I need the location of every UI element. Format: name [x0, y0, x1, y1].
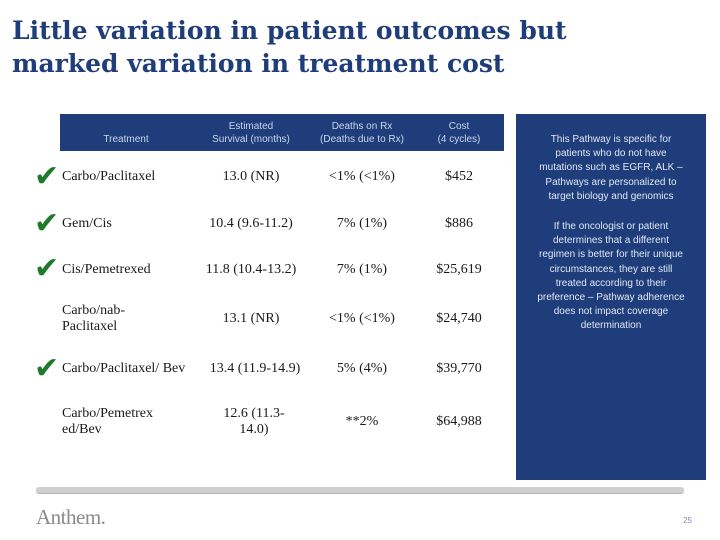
cell-deaths: **2%: [345, 414, 379, 429]
title-line-1: Little variation in patient outcomes but: [12, 16, 567, 45]
cell-survival: 10.4 (9.6-11.2): [209, 216, 293, 231]
cell-cost: $25,619: [436, 262, 482, 277]
header-deaths: Deaths on Rx (Deaths due to Rx): [320, 121, 404, 145]
cell-cost: $39,770: [436, 361, 482, 376]
cell-deaths: <1% (<1%): [329, 169, 395, 184]
table-row: [34, 248, 504, 292]
cell-treatment: Gem/Cis: [62, 216, 112, 231]
footer-divider: [36, 487, 684, 494]
table-row: [34, 346, 504, 392]
cell-survival: 11.8 (10.4-13.2): [205, 262, 297, 277]
cell-cost: $886: [445, 216, 473, 231]
cell-treatment: Carbo/Pemetrex ed/Bev: [62, 406, 153, 437]
checkmark-icon: ✔: [34, 206, 60, 241]
cell-survival: 13.1 (NR): [222, 311, 280, 326]
cell-deaths: 7% (1%): [336, 262, 388, 277]
cell-survival: 13.0 (NR): [222, 169, 280, 184]
header-survival: Estimated Survival (months): [212, 121, 290, 145]
cell-treatment: Cis/Pemetrexed: [62, 262, 151, 277]
cell-deaths: 5% (4%): [336, 361, 388, 376]
pathway-info-panel: [516, 114, 706, 480]
pathway-info-paragraph-1: This Pathway is specific for patients who do not have mutations such as EGFR, ALK – Pathways are personalized to target biology and genomics: [539, 134, 683, 202]
cell-treatment: Carbo/Paclitaxel: [62, 169, 156, 184]
checkmark-icon: ✔: [34, 159, 60, 194]
cell-treatment: Carbo/Paclitaxel/ Bev: [62, 361, 186, 376]
cell-cost: $452: [445, 169, 473, 184]
cell-survival: 12.6 (11.3-14.0): [223, 406, 285, 437]
cell-cost: $24,740: [436, 311, 482, 326]
title-line-2: marked variation in treatment cost: [12, 49, 505, 78]
header-treatment: Treatment: [103, 134, 149, 145]
checkmark-icon: ✔: [34, 351, 60, 386]
pathway-info-paragraph-2: If the oncologist or patient determines that a different regimen is better for their unique circumstances, they are still treated according to their preference – Pathway adherence does not impact coverage determination: [537, 221, 685, 332]
cell-survival: 13.4 (11.9-14.9): [209, 361, 301, 376]
table-row: [34, 154, 504, 200]
table-header: [60, 114, 504, 151]
anthem-logo: Anthem.: [36, 505, 106, 529]
header-cost: Cost (4 cycles): [437, 121, 481, 145]
checkmark-icon: ✔: [34, 251, 60, 286]
table-row: [60, 292, 504, 346]
table-row: [34, 200, 504, 248]
slide-title: [12, 14, 632, 80]
cell-treatment: Carbo/nab-Paclitaxel: [62, 303, 125, 334]
cell-deaths: 7% (1%): [336, 216, 388, 231]
page-number: 25: [683, 516, 692, 525]
cell-deaths: <1% (<1%): [329, 311, 395, 326]
table-row: [60, 396, 504, 448]
cell-cost: $64,988: [436, 414, 482, 429]
